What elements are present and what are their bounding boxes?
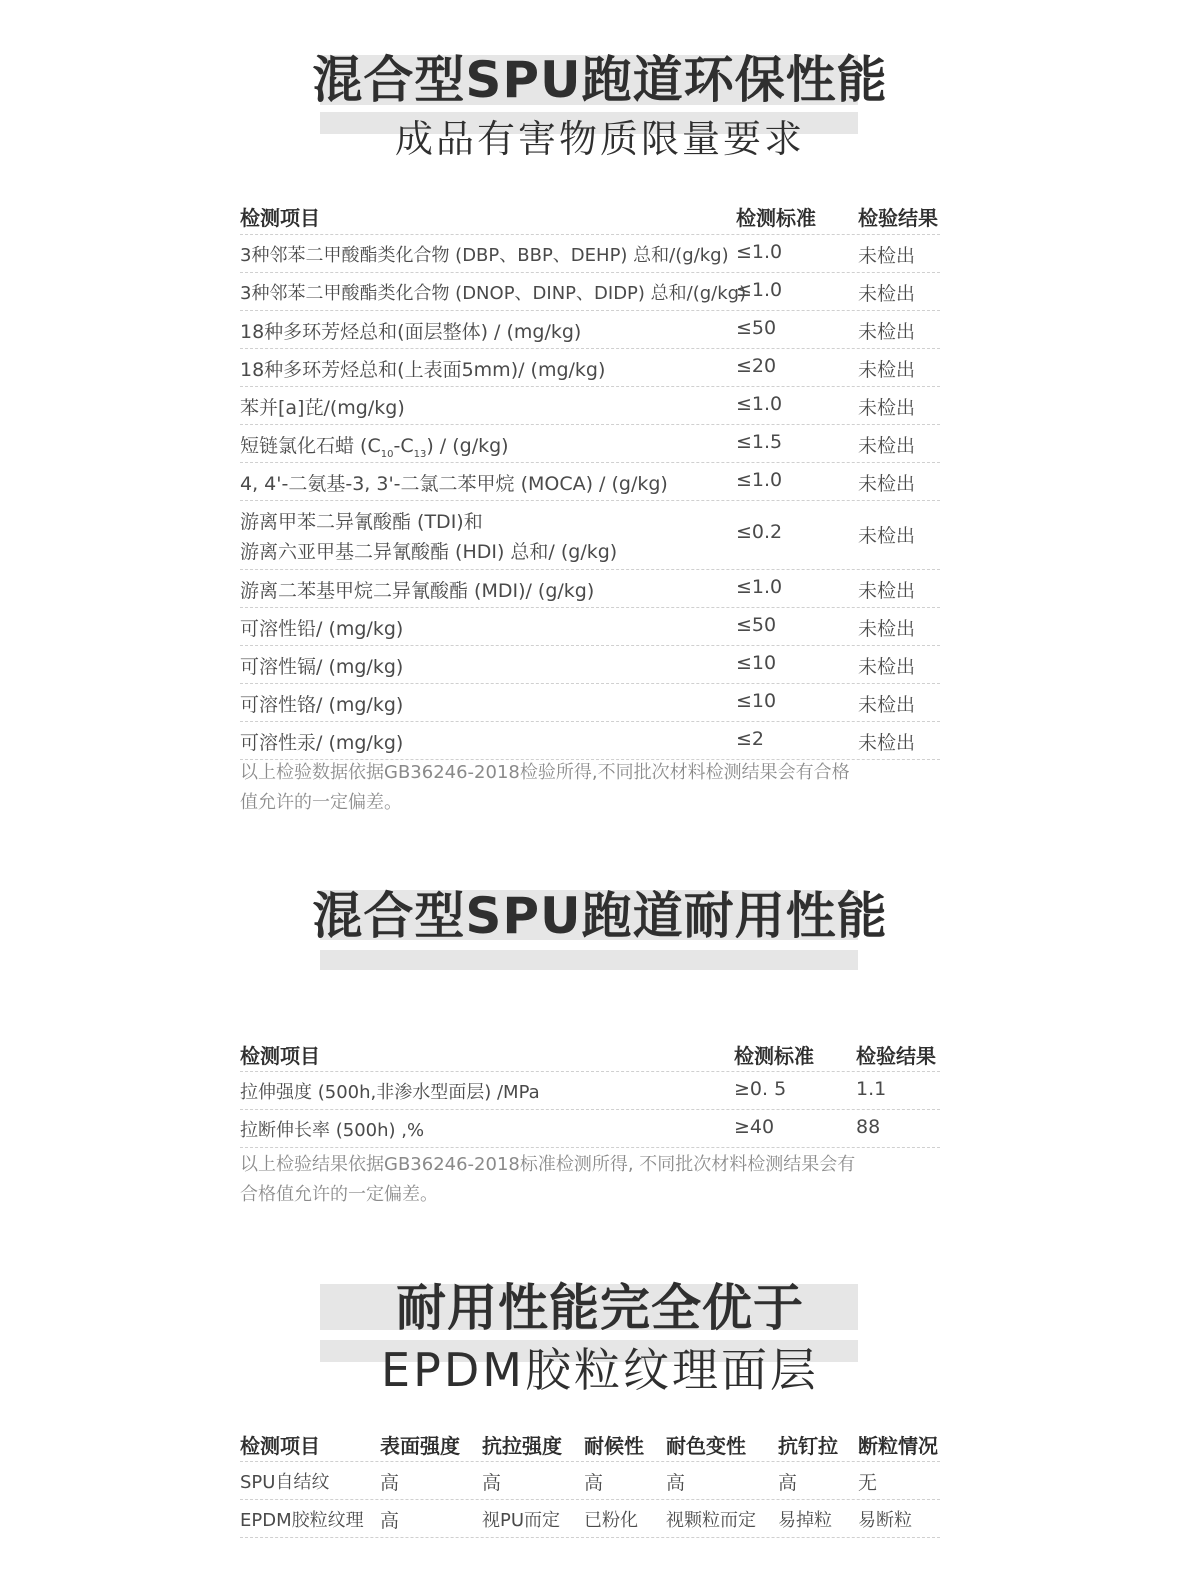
- row-result: 未检出: [858, 473, 916, 495]
- table-row: [240, 501, 940, 570]
- table-row: [240, 722, 940, 760]
- header-tensile-strength: 抗拉强度: [482, 1434, 562, 1458]
- table-row: [240, 425, 940, 463]
- row-item: EPDM胶粒纹理: [240, 1510, 364, 1531]
- row-result: 未检出: [858, 525, 916, 547]
- row-item: 可溶性镉/ (mg/kg): [240, 656, 404, 678]
- table-row: [240, 570, 940, 608]
- row-result: 未检出: [858, 732, 916, 754]
- table-row: [240, 311, 940, 349]
- cell: 高: [666, 1472, 686, 1494]
- header-standard: 检测标准: [736, 206, 816, 230]
- row-item: 3种邻苯二甲酸酯类化合物 (DBP、BBP、DEHP) 总和/(g/kg): [240, 245, 729, 266]
- cell: 视颗粒而定: [666, 1510, 756, 1531]
- row-item: [240, 431, 509, 460]
- row-standard: ≤1.5: [736, 431, 783, 453]
- row-item: 18种多环芳烃总和(上表面5mm)/ (mg/kg): [240, 359, 606, 381]
- row-item-line2: 游离六亚甲基二异氰酸酯 (HDI) 总和/ (g/kg): [240, 541, 618, 563]
- row-item: 游离二苯基甲烷二异氰酸酯 (MDI)/ (g/kg): [240, 580, 595, 602]
- row-result: 未检出: [858, 656, 916, 678]
- item-text: ) / (g/kg): [426, 435, 509, 457]
- subscript: 13: [413, 448, 427, 460]
- cell: 已粉化: [584, 1510, 638, 1531]
- table-row: [240, 273, 940, 311]
- row-result: 1.1: [856, 1078, 887, 1100]
- row-standard: ≥0. 5: [734, 1078, 787, 1100]
- comparison-table: [240, 1424, 940, 1538]
- row-standard: ≤1.0: [736, 393, 783, 415]
- table-row: [240, 646, 940, 684]
- row-result: 未检出: [858, 359, 916, 381]
- header-result: 检验结果: [856, 1044, 936, 1068]
- table-row: [240, 1500, 940, 1538]
- row-result: 未检出: [858, 435, 916, 457]
- table-row: [240, 1072, 940, 1110]
- item-text: -C: [393, 435, 414, 457]
- cell: 高: [380, 1472, 400, 1494]
- cell: 无: [858, 1472, 878, 1494]
- note-line: 以上检验结果依据GB36246-2018标准检测所得, 不同批次材料检测结果会有: [240, 1154, 856, 1175]
- cell: 高: [482, 1472, 502, 1494]
- header-item: 检测项目: [240, 1434, 320, 1458]
- section2-note: [240, 1150, 930, 1210]
- row-item: 可溶性铅/ (mg/kg): [240, 618, 404, 640]
- header-result: 检验结果: [858, 206, 938, 230]
- cell: 高: [584, 1472, 604, 1494]
- section3-subtitle: EPDM胶粒纹理面层: [381, 1343, 819, 1397]
- table-row: [240, 608, 940, 646]
- row-standard: ≤1.0: [736, 576, 783, 598]
- row-standard: ≤0.2: [736, 521, 783, 543]
- title-lower-band: [320, 950, 858, 970]
- note-line: 以上检验数据依据GB36246-2018检验所得,不同批次材料检测结果会有合格: [240, 762, 850, 783]
- header-surface-strength: 表面强度: [380, 1434, 460, 1458]
- section1-title: 混合型SPU跑道环保性能: [312, 51, 888, 109]
- table-row: [240, 349, 940, 387]
- row-standard: ≤1.0: [736, 241, 783, 263]
- row-item: 可溶性汞/ (mg/kg): [240, 732, 404, 754]
- note-line: 合格值允许的一定偏差。: [240, 1184, 438, 1205]
- section1-subtitle: 成品有害物质限量要求: [394, 117, 805, 161]
- header-item: 检测项目: [240, 1044, 320, 1068]
- section3-title: 耐用性能完全优于: [396, 1279, 804, 1337]
- row-standard: ≤1.0: [736, 279, 783, 301]
- row-item: 拉断伸长率 (500h) ,%: [240, 1120, 425, 1141]
- row-standard: ≤50: [736, 614, 777, 636]
- subscript: 10: [380, 448, 394, 460]
- row-item: 拉伸强度 (500h,非渗水型面层) /MPa: [240, 1082, 540, 1103]
- table-row: [240, 387, 940, 425]
- row-item: 18种多环芳烃总和(面层整体) / (mg/kg): [240, 321, 582, 343]
- row-standard: ≥40: [734, 1116, 775, 1138]
- header-standard: 检测标准: [734, 1044, 814, 1068]
- section2-title: 混合型SPU跑道耐用性能: [312, 887, 888, 945]
- item-text: 短链氯化石蜡 (C: [240, 435, 381, 457]
- row-result: 88: [856, 1116, 881, 1138]
- environmental-table: [240, 196, 940, 760]
- table-row: [240, 684, 940, 722]
- row-standard: ≤10: [736, 690, 777, 712]
- header-item: 检测项目: [240, 206, 320, 230]
- row-item: SPU自结纹: [240, 1472, 330, 1493]
- row-result: 未检出: [858, 694, 916, 716]
- cell: 易断粒: [858, 1510, 912, 1531]
- row-result: 未检出: [858, 321, 916, 343]
- row-standard: ≤10: [736, 652, 777, 674]
- table-header-row: [240, 1424, 940, 1462]
- cell: 视PU而定: [482, 1510, 561, 1531]
- table-header-row: [240, 196, 940, 235]
- table-header-row: [240, 1034, 940, 1072]
- cell: 高: [380, 1510, 400, 1532]
- table-row: [240, 235, 940, 273]
- header-weather-resistance: 耐候性: [584, 1434, 644, 1458]
- section1-note: [240, 758, 930, 818]
- table-row: [240, 1110, 940, 1148]
- table-row: [240, 463, 940, 501]
- note-line: 值允许的一定偏差。: [240, 792, 402, 813]
- row-item: 苯并[a]芘/(mg/kg): [240, 397, 405, 419]
- header-color-fastness: 耐色变性: [666, 1434, 746, 1458]
- row-item: 可溶性铬/ (mg/kg): [240, 694, 404, 716]
- row-standard: ≤20: [736, 355, 777, 377]
- cell: 高: [778, 1472, 798, 1494]
- row-result: 未检出: [858, 283, 916, 305]
- row-result: 未检出: [858, 580, 916, 602]
- row-standard: ≤1.0: [736, 469, 783, 491]
- row-result: 未检出: [858, 618, 916, 640]
- row-standard: ≤2: [736, 728, 765, 750]
- row-result: 未检出: [858, 245, 916, 267]
- row-item: 3种邻苯二甲酸酯类化合物 (DNOP、DINP、DIDP) 总和/(g/kg): [240, 283, 747, 304]
- row-item-line1: 游离甲苯二异氰酸酯 (TDI)和: [240, 511, 483, 533]
- cell: 易掉粒: [778, 1510, 832, 1531]
- header-spike-resistance: 抗钉拉: [778, 1434, 838, 1458]
- header-particle-breakage: 断粒情况: [858, 1434, 938, 1458]
- row-result: 未检出: [858, 397, 916, 419]
- table-row: [240, 1462, 940, 1500]
- row-standard: ≤50: [736, 317, 777, 339]
- row-item: 4, 4'-二氨基-3, 3'-二氯二苯甲烷 (MOCA) / (g/kg): [240, 473, 668, 495]
- durability-table: [240, 1034, 940, 1148]
